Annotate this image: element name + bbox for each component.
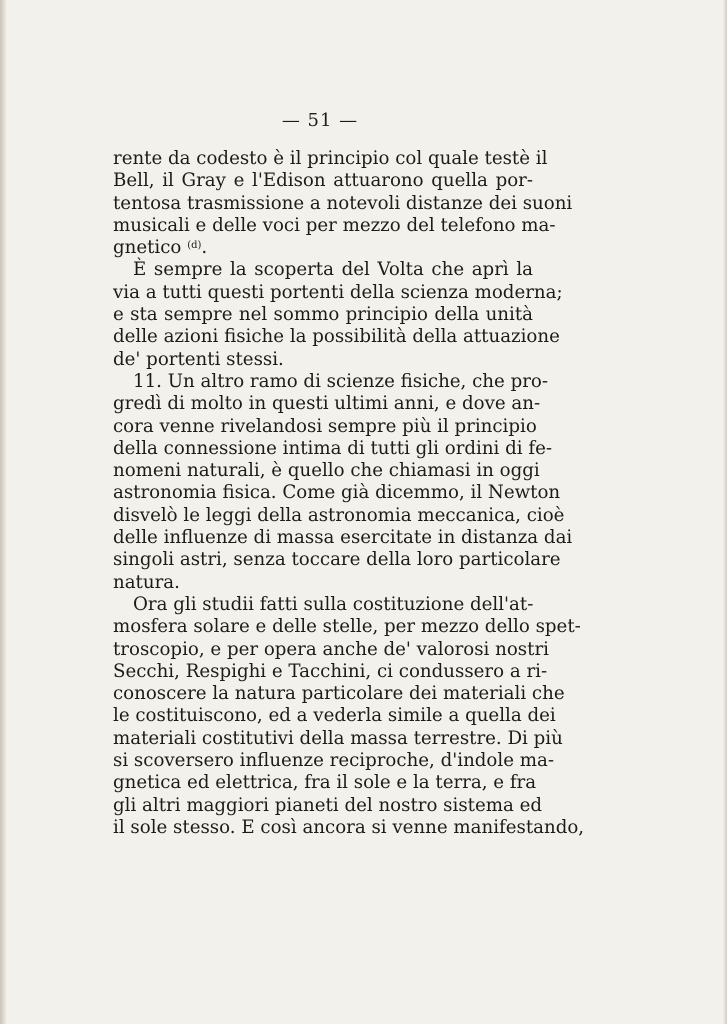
text-line: disvelò le leggi della astronomia meccanica, cioè	[113, 504, 565, 526]
text-line: rente da codesto è il principio col quale testè il	[113, 148, 548, 169]
text-line: cora venne rivelandosi sempre più il principio	[113, 415, 537, 437]
text-line: singoli astri, senza toccare della loro particolare	[113, 549, 561, 571]
text-line: gredì di molto in questi ultimi anni, e dove an-	[113, 393, 541, 415]
page-right-edge	[723, 0, 727, 1024]
page-number: — 51 —	[281, 110, 359, 131]
text-line: delle influenze di massa esercitate in distanza dai	[113, 527, 573, 549]
text-line: Bell, il Gray e l'Edison attuarono quella por-	[113, 170, 533, 192]
text-line: e sta sempre nel sommo principio della unità	[113, 304, 533, 326]
text-line: nomeni naturali, è quello che chiamasi in oggi	[113, 460, 540, 482]
footnote-marker: (d)	[187, 240, 202, 252]
text-line: de' portenti stessi.	[113, 348, 284, 370]
page-left-edge	[0, 0, 6, 1024]
body-text	[113, 148, 585, 839]
text-line: astronomia fisica. Come già dicemmo, il Newton	[113, 482, 561, 504]
text-line: si scoversero influenze reciproche, d'indole ma-	[113, 750, 554, 772]
text-line: gnetica ed elettrica, fra il sole e la terra, e fra	[113, 772, 537, 794]
text-line: Ora gli studii fatti sulla costituzione dell'at-	[133, 593, 534, 615]
text-line: il sole stesso. E così ancora si venne manifestando,	[113, 816, 585, 838]
text-line: gnetico	[113, 237, 182, 259]
text-line: via a tutti questi portenti della scienza moderna;	[113, 281, 563, 303]
text-line: È sempre la scoperta del Volta che aprì la	[133, 259, 533, 281]
text-line-with-footnote	[113, 237, 533, 259]
text-line: conoscere la natura particolare dei materiali che	[113, 683, 565, 705]
text-line: natura.	[113, 571, 180, 593]
text-line: Secchi, Respighi e Tacchini, ci condussero a ri-	[113, 660, 548, 682]
text-line: delle azioni fisiche la possibilità della attuazione	[113, 326, 560, 348]
text-line: mosfera solare e delle stelle, per mezzo dello spet-	[113, 616, 581, 638]
footnote-suffix: .	[201, 237, 208, 259]
text-line: troscopio, e per opera anche de' valorosi nostri	[113, 638, 549, 660]
text-line: le costituiscono, ed a vederla simile a quella dei	[113, 705, 556, 727]
text-line: 11. Un altro ramo di scienze fisiche, che pro-	[133, 370, 549, 392]
text-line: tentosa trasmissione a notevoli distanze dei suoni	[113, 192, 573, 214]
text-line: gli altri maggiori pianeti del nostro sistema ed	[113, 794, 543, 816]
text-line: della connessione intima di tutti gli ordini di fe-	[113, 437, 553, 459]
text-line: materiali costitutivi della massa terrestre. Di più	[113, 727, 563, 749]
text-line: musicali e delle voci per mezzo del telefono ma-	[113, 214, 556, 236]
